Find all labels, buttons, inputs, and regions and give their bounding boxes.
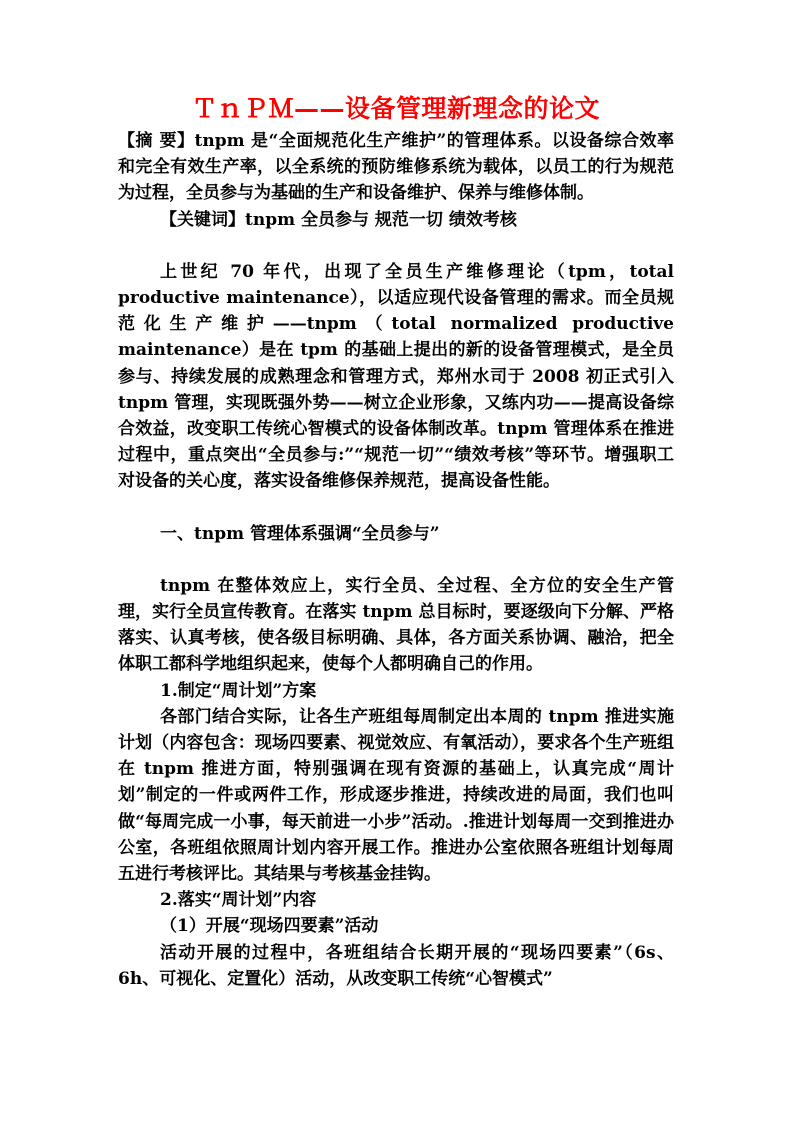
abstract-paragraph: 【摘 要】tnpm 是“全面规范化生产维护”的管理体系。以设备综合效率和完全有效生产率，以全系统的预防维修系统为载体，以员工的行为规范为过程，全员参与为基础的生产和设备维护、保养与维修体制。: [118, 131, 674, 204]
blank-line: [118, 495, 674, 521]
keywords-line: 【关键词】tnpm 全员参与 规范一切 绩效考核: [160, 209, 517, 230]
blank-line: [118, 547, 674, 573]
blank-line: [118, 233, 674, 259]
subitem-heading: （1）开展“现场四要素”活动: [160, 916, 379, 937]
item-body-paragraph: 各部门结合实际，让各生产班组每周制定出本周的 tnpm 推进实施计划（内容包含：现场四要素、视觉效应、有氧活动），要求各个生产班组在 tnpm 推进方面，特别强调在现有资源的基础上，认真完成“周计划”制定的一件或两件工作，形成逐步推进，持续改进的局面，我们也叫做“每周完成一小事，每天前进一小步”活动。.推进计划每周一交到推进办公室，各班组依照周计划内容开展工作。推进办公室依照各班组计划每周五进行考核评比。其结果与考核基金挂钩。: [118, 706, 674, 885]
item-heading: 1.制定“周计划”方案: [160, 680, 317, 701]
intro-paragraph: 上世纪 70 年代，出现了全员生产维修理论（tpm，total productive maintenance），以适应现代设备管理的需求。而全员规范化生产维护——tnpm（total normalized productive maintenance）是在 tpm 的基础上提出的新的设备管理模式，是全员参与、持续发展的成熟理念和管理方式，郑州水司于 2008 初正式引入 tnpm 管理，实现既强外势——树立企业形象，又练内功——提高设备综合效益，改变职工传统心智模式的设备体制改革。tnpm 管理体系在推进过程中，重点突出“全员参与:”“规范一切”“绩效考核”等环节。增强职工对设备的关心度，落实设备维修保养规范，提高设备性能。: [118, 261, 674, 492]
document-page: [118, 92, 674, 992]
section-body-paragraph: tnpm 在整体效应上，实行全员、全过程、全方位的安全生产管理，实行全员宣传教育。在落实 tnpm 总目标时，要逐级向下分解、严格落实、认真考核，使各级目标明确、具体，各方面关系协调、融洽，把全体职工都科学地组织起来，使每个人都明确自己的作用。: [118, 575, 674, 675]
subitem-body-paragraph: 活动开展的过程中，各班组结合长期开展的“现场四要素”（6s、6h、可视化、定置化）活动，从改变职工传统“心智模式”: [118, 942, 674, 989]
section-heading: 一、tnpm 管理体系强调“全员参与”: [160, 523, 440, 544]
item-heading: 2.落实“周计划”内容: [160, 890, 317, 911]
document-title: ＴｎＰＭ——设备管理新理念的论文: [191, 94, 600, 123]
